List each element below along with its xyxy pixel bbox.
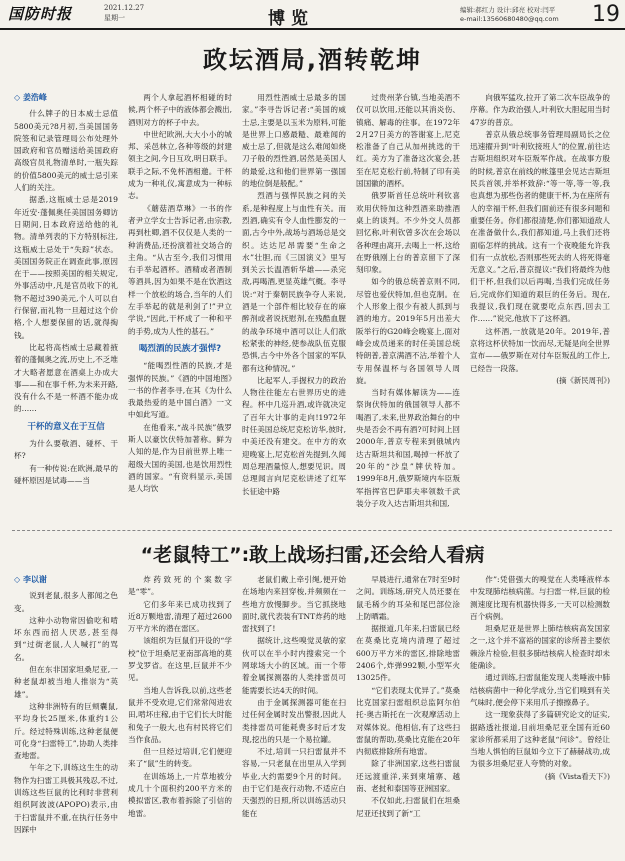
article2-column-5 — [470, 574, 610, 856]
paragraph: 有一种传说:在欧洲,最早的碰杯原因是试毒——当 — [14, 463, 118, 485]
article1-col2b-body — [128, 360, 232, 495]
paragraph: 坦桑尼亚是世界上肺结核病高发国家之一,这个并不富裕的国家的诊所普主要依赖涂片检验,但很多肺结核病人检查时却未能确诊。 — [470, 624, 610, 671]
paragraph: 老鼠们戴上牵引绳,便开始在场地内来回穿梭,并频频在一些地方放慢脚步。当它抓挠地面时,就代表装有TNT炸药的地雷找到了! — [242, 575, 346, 634]
article1-col4-body — [356, 92, 460, 510]
paragraph: 但一旦经过培训,它们便迎来了“鼠”生的转变。 — [128, 747, 232, 769]
paragraph: 这种小动物常因偷吃和啃坏东西而招人厌恶,甚至得到“过街老鼠,人人喊打”的骂名。 — [14, 615, 118, 662]
article2-col4-body — [356, 574, 460, 820]
paragraph: 两个人拿起酒杯相碰的时候,两个杯子中的液体都会溅出,酒则对方的杯子中去。 — [128, 93, 232, 127]
issue-date — [104, 3, 144, 23]
paragraph: 过贵州茅台镇,当地美酒不仅可以饮用,还能以其消炎伤、镇痛、解毒的往事。在1972年2月27日美方的答谢宴上,尼克松准备了自己从加州挑选的干红。美方为了准备这次宴会,甚至在尼克松行前,特制了印有美国国徽的酒杯。 — [356, 93, 460, 189]
editor-info — [460, 6, 559, 24]
paragraph: “能喝烈性酒的民族,才是强悍的民族。”《酒的中国地图》一书的作者李寻,在其《为什么我最热爱的是中国白酒》一文中如此写道。 — [128, 361, 232, 420]
article2-col3-body — [242, 574, 346, 820]
paragraph: 这一现象获得了多篇研究论文的证实,据路透社报道,目前坦桑尼亚全国有近60家诊所都采用了这种老鼠“问诊”。曾经让当地人惧怕的巨鼠如今立下了赫赫战功,成为很多坦桑尼亚人夸赞的对象。 — [470, 710, 610, 769]
paragraph: 当地人告诉我,以前,这些老鼠并不受欢迎,它们常常闯进农田,啃坏庄稼,由于它们长大时能和兔子一般大,也有村民将它们当作食品。 — [128, 685, 232, 744]
page-number: 19 — [592, 2, 620, 27]
editor-email: e-mail:13560680480@qq.com — [460, 15, 559, 23]
paragraph: 作”:凭借强大的嗅觉在人类唾液样本中发现肺结核病菌。与扫雷一样,巨鼠的检测速度比现有机器快得多,一天可以检测数百个病例。 — [470, 575, 610, 621]
paragraph: 如今的俄总统普京则不同,尽管也爱伏特加,但也克制。在个人形象上很少有被人抓到与酒的地方。2019年5月出差大阪举行的G20峰会晚宴上,面对峰会成员递来的时任美国总统特朗普,普京满酒不沾,举着个人专用保温杯与各国领导人周旋。 — [356, 277, 460, 385]
article1-col3-body — [242, 92, 346, 498]
article1-col1b-body — [14, 438, 118, 487]
article1-column-3 — [242, 92, 346, 524]
article1-col1-body — [14, 108, 118, 415]
paragraph: 向俄军猛攻,拉开了第二次车臣战争的序幕。作为政治强人,叶利钦大胆起用当时47岁的普京。 — [470, 93, 610, 127]
paragraph: 它们多年来已成功找到了近8万颗地雷,清理了超过2600万平方米的潜在雷区。 — [128, 599, 232, 634]
paragraph: 不过,培训一只扫雷鼠并不容易,一只老鼠在出里从入学到毕业,大约需要9个月的时间。由于它们是夜行动物,不适应白天强烈的日照,所以训练活动只能在 — [242, 747, 346, 818]
paragraph: 除了非洲国家,这些扫雷鼠还远渡重洋,来到柬埔寨、越南、老挝和泰国等亚洲国家。 — [356, 759, 460, 794]
article1-column-5 — [470, 92, 610, 524]
paragraph: 早晨进行,通常在7时至9时之间。训练场,研究人员还要在鼠毛稀少的耳朵和尾巴部位涂上防晒霜。 — [356, 575, 460, 621]
paragraph: 普京从俄总统事务管理局副局长之位迅速擢升到“叶利钦接班人”的位置,前往达吉斯坦组织对车臣叛军作战。在战事方殷的时候,普京在前线的帐篷里会见达吉斯坦民兵首领,并举杯致辞:“等一等,等一等,我也真想为那些伤者的健康干杯,为在座所有人的幸福干杯,但我们面前还有很多问题和重要任务。你们都很清楚,你们都知道敌人在准备做什么,我们都知道,马上我们还将面临怎样的挑战。这有一个夜晚能允许我们有一点放松,否则那些死去的人将死得毫无意义。”之后,普京提议:“我们将最终为他们干杯,但我们以后再喝,当我们完成任务后,完成你们知道的艰巨的任务后。现在,我提议,我们现在就要吃点东西,回去工作……”说完,他放下了这杯酒。 — [470, 129, 610, 324]
article2-source: (摘《Vista看天下》) — [544, 771, 610, 781]
section-title: 博览 — [268, 9, 314, 29]
paragraph: 这杯酒,一放就是20年。2019年,普京将这杯伏特加一饮而尽,无疑是向全世界宣布——俄罗斯在对付车臣叛乱的工作上,已经告一段落。 — [470, 326, 610, 373]
paragraph: 当时有媒体解读为——连祭询伏特加的俄国领导人都不喝酒了,未来,世界政治舞台的中央是否会不再有酒?可时间上回2000年,普京专程来到俄城内达古斯坦共和国,喝掉一杯放了20年的“沙皇”牌伏特加。1999年8月,俄罗斯境内车臣叛军指挥官巴萨耶夫率领数千武装分子攻入达吉斯坦共和国, — [356, 388, 460, 508]
paragraph: 该组织为巨鼠们开设的“学校”位于坦桑尼亚南部高地的莫罗戈罗省。在这里,巨鼠并不少见。 — [128, 636, 232, 683]
article1-column-2 — [128, 92, 232, 524]
article2-column-1 — [14, 574, 118, 856]
paragraph: 比起将高档威士忌藏着掖着的蓬佩奥之流,历史上,不乏堆才大略者愿意在酒桌上办成大事——和在事千杯,为未来开路,没有什么不是一杯酒不能办成的…… — [14, 342, 118, 414]
paragraph: 《蘑菇酒草琳》一书的作者尹立学女士告诉记者,由宗教,再到杜卿,酒不仅仅是人类的一种消费品,还扮演着社交场合的主角。“从古至今,我们习惯用右手举起酒杯。酒精或者酒制等酒具,因为如果不是在饮酒这样一个放松的场合,当年的人们左手举起的就是利剑了!”尹立学说,“因此,干杯成了一种和平的手势,成为人性的基石。” — [128, 203, 232, 336]
weekday-text: 星期一 — [104, 14, 125, 22]
article1-subhead-1: 干杯的意义在于互信 — [27, 421, 105, 432]
article1-column-4 — [356, 92, 460, 524]
article2-column-2 — [128, 574, 232, 856]
paragraph: 炸药致死的个案数字是“零”。 — [128, 575, 232, 597]
article1-col5-body — [470, 92, 610, 375]
paragraph: 据悉,这瓶威士忌是2019年近安·蓬佩奥任美国国务卿访日期间,日本政府送给他的礼物。清单列表的下方特别标注,这瓶威士忌处于“失踪”状态。美国国务院正在调查此事,原因在于——按照美国的相关规定,外事活动中,凡是官员收下的礼物不超过390美元,个人可以自行保留,而礼物一旦超过这个价格,个人想要保留的话,就得掏钱。 — [14, 195, 118, 340]
paragraph: 用烈性酒威士忌最多的国家。”李寻告诉记者:“美国的威士忌,主要是以玉米为原料,可能是世界上口感最糙、最难闻的威士忌了,但就是这么难闻如烧刀子般的烈性酒,居然是美国人的最爱,这和他们世界第一强国的地位倒是般配。” — [242, 93, 346, 189]
paragraph: 说到老鼠,很多人都闻之色变。 — [14, 591, 118, 613]
article2-author-name: 李以谢 — [22, 575, 47, 584]
article-divider — [12, 530, 612, 531]
paragraph: 什么牌子的日本威士忌值5800美元?8月初,当美国国务院签和记录管理局公布处理外国政府和官员赠送给美国政府高级官员礼物清单时,一瓶失踪的价值5800美元的威士忌引来人们的关注。 — [14, 109, 118, 193]
paragraph: 但在东非国家坦桑尼亚,一种老鼠却被当地人推崇为“英雄”。 — [14, 665, 118, 699]
article1-col2-body — [128, 92, 232, 338]
paragraph: 午年之下,训练这生生的动物作为扫雷工具极其残忍,不过,训练这些巨鼠的比利时非营利组织阿波波(APOPO)表示,由于扫雷鼠并不重,在执行任务中因踩中 — [14, 763, 118, 834]
article1-subhead-2: 喝烈酒的民族才强悍? — [138, 343, 222, 354]
date-text: 2021.12.27 — [104, 4, 145, 12]
article1-column-1 — [14, 92, 118, 524]
paragraph: 据报道,几年来,扫雷鼠已经在莫桑比克境内清理了超过600万平方米的雷区,排除地雷2406个,炸弹992颗,小型军火13025件。 — [356, 624, 460, 683]
paragraph: 烈酒与强悍民族之间的关系,是种程度上与血性有关。而烈酒,确实有令人血性膨发的一面,古今中外,战场与酒场总是交织。达达尼昂需要“生命之水”壮胆,而《三国演义》里写到关云长温酒斩华雄——杀完敌,再喝酒,更显英雄气概。李寻说:“对于秦朝民族争夺人来说,酒是一个部件相比较存在的麻醉剂或者说抚慰剂,在残酷血腥的战争环境中酒可以让人们欲松紧张的神经,使参战队伍克服恐惧,古今中外各个国家的军队都有这种情况。” — [242, 191, 346, 373]
paragraph: 在训练场上,一片草地被分成几十个面积约200平方米的模拟雷区,教布着拆除了引信的地雷。 — [128, 771, 232, 818]
paragraph: 不仅如此,扫雷鼠们在坦桑尼亚还找到了新“工 — [356, 796, 460, 818]
article1-author: ◇ 姜浩峰 — [14, 93, 47, 102]
article1-source: (摘《新民周刊》) — [556, 375, 610, 385]
article2-headline: “老鼠特工”:敢上战场扫雷,还会给人看病 — [140, 544, 485, 566]
paragraph: 通过训练,扫雷鼠能发现人类唾液中肺结核病菌中一种化学成分,当它们嗅到有关气味时,便会停下来用爪子擦擦鼻子。 — [470, 673, 610, 707]
article2-col5-body — [470, 574, 610, 771]
article2-author: ◇ 李以谢 — [14, 575, 47, 584]
article2-column-3 — [242, 574, 346, 856]
paragraph: 为什么要敬酒、碰杯、干杯? — [14, 439, 118, 461]
article2-col1-body — [14, 590, 118, 836]
paragraph: 俄罗斯首任总统叶利钦喜欢用伏特加这种烈酒来助推酒桌上的谈判。不少外交人员都回忆称,叶利钦曾多次在会场以各种理由离开,去喝上一杯,这给在野俄刚上台的普京留下了深刻印象。 — [356, 191, 460, 275]
article2-column-4 — [356, 574, 460, 856]
paragraph: 这种非洲特有的巨颊囊鼠,平均身长25厘米,体重约1公斤。经过特殊训练,这种老鼠便可化身“扫雷特工”,协助人类排查地雷。 — [14, 701, 118, 761]
article1-author-name: 姜浩峰 — [22, 93, 47, 102]
editor-credits: 编辑:郝红力 设计:邱亮 校对:闫平 — [460, 6, 556, 14]
article1-headline: 政坛酒局,酒转乾坤 — [202, 46, 423, 74]
article2-col2-body — [128, 574, 232, 820]
paragraph: 在他看来,“战斗民族”俄罗斯人以豪饮伏特加著称。鲜为人知的是,作为目前世界上唯一超级大国的美国,也是饮用烈性酒的国家。“有资料显示,美国是人均饮 — [128, 422, 232, 494]
paragraph: 中世纪欧洲,大大小小的城邦、采邑林立,各种等级的封建领主之间,今日互攻,明日联手。联手之际,不免杯酒相邀。干杯成为一种礼仪,寓意成为一种标志。 — [128, 129, 232, 201]
paragraph: 比起军人,手握权力的政治人物往往能左右世界历史的进程。杯中几巡升酒,或许就决定了百年大计事的走向!1972年时任美国总统尼克松访华,彼时,中美还没有建交。在中方的欢迎晚宴上,尼克松首先提到,久闻周总理酒量惊人,想要见识。周总理闻言向尼克松讲述了红军长征途中路 — [242, 375, 346, 496]
paragraph: 据统计,这些嗅觉灵敏的家伙可以在半小时内搜索完一个网球场大小的区域。而一个带着金属探测器的人类排雷员可能需要长达4天的时间。 — [242, 636, 346, 695]
masthead — [0, 0, 625, 30]
paragraph: 由于金属探测器可能在扫过任何金属时发出警报,因此人类排雷员可能耗费多时后才发现,挖出的只是一个易拉罐。 — [242, 697, 346, 744]
paragraph: “它们表现太优异了。”莫桑比克国家扫雷组织总监阿尔伯托·奥古斯托在一次观摩活动上对媒体说。他相信,有了这些扫雷鼠的帮助,莫桑比克能在20年内彻底排除所有地雷。 — [356, 685, 460, 757]
newspaper-logo: 国防时报 — [8, 5, 73, 23]
